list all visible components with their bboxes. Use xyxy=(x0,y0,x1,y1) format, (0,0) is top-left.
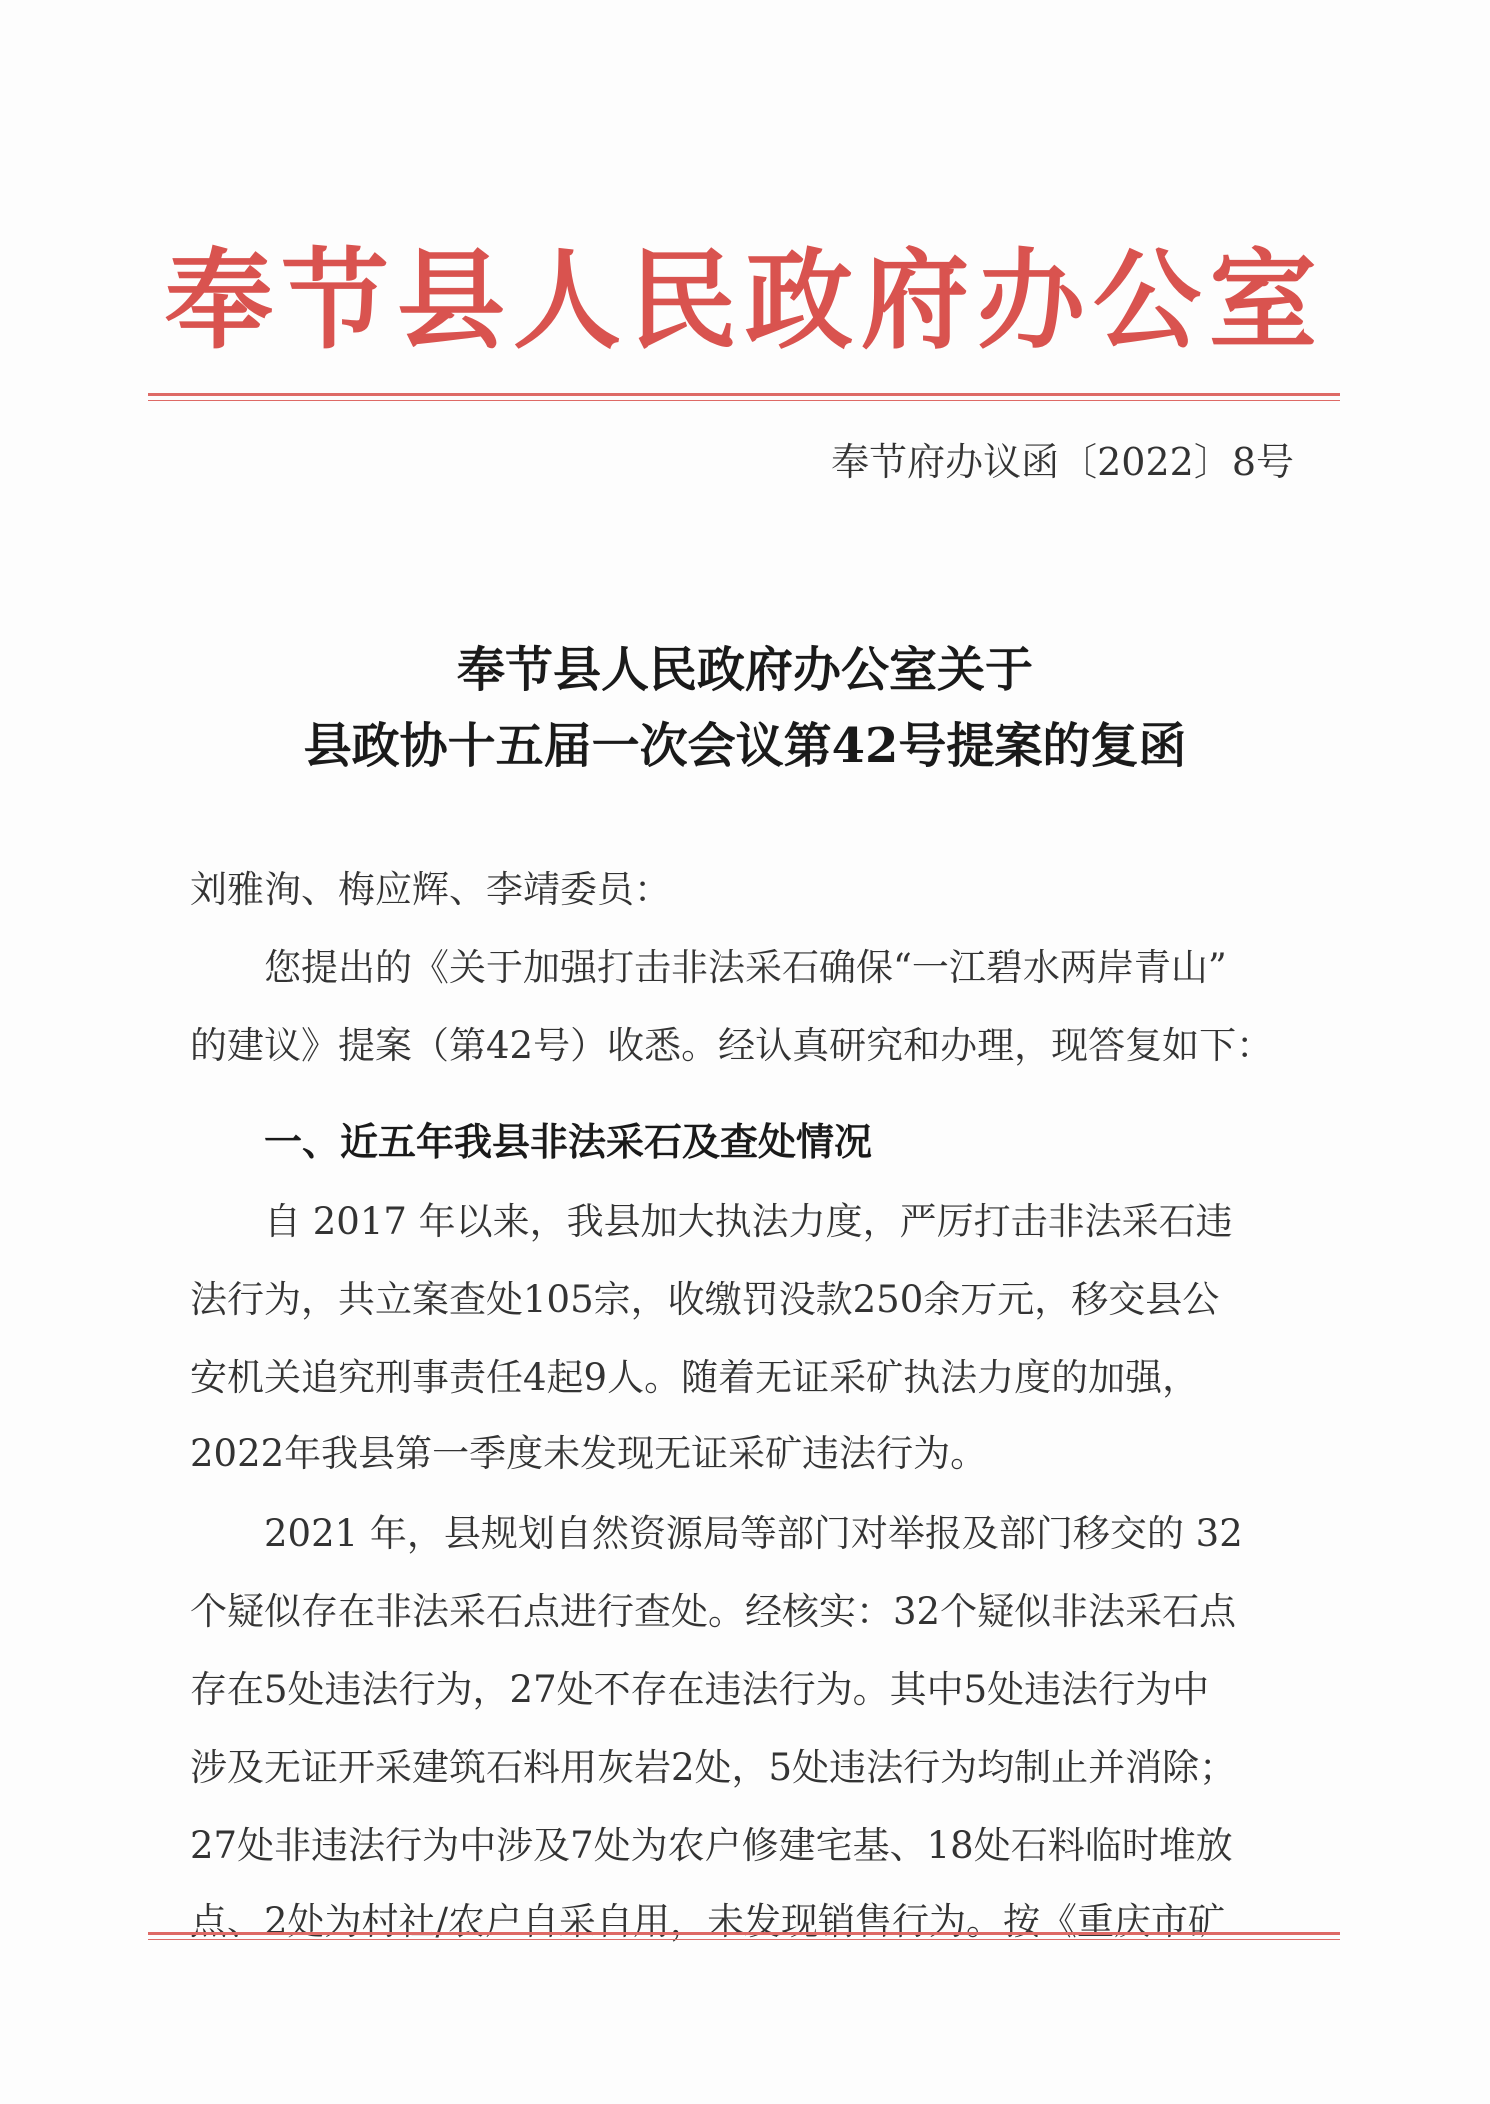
masthead-title: 奉节县人民政府办公室 xyxy=(164,238,1325,364)
paragraph-2-line-1: 自 2017 年以来，我县加大执法力度，严厉打击非法采石违 xyxy=(264,1200,1233,1243)
footer-red-rule xyxy=(148,1932,1340,1940)
salutation: 刘雅洵、梅应辉、李靖委员： xyxy=(190,868,671,911)
paragraph-3-line-1: 2021 年，县规划自然资源局等部门对举报及部门移交的 32 xyxy=(264,1512,1243,1555)
paragraph-3-line-3: 存在5处违法行为，27处不存在违法行为。其中5处违法行为中 xyxy=(190,1668,1210,1711)
paragraph-3-line-5: 27处非违法行为中涉及7处为农户修建宅基、18处石料临时堆放 xyxy=(190,1824,1233,1867)
paragraph-2-line-4: 2022年我县第一季度未发现无证采矿违法行为。 xyxy=(190,1432,988,1475)
paragraph-3-line-4: 涉及无证开采建筑石料用灰岩2处，5处违法行为均制止并消除； xyxy=(190,1746,1237,1789)
document-title-line-2: 县政协十五届一次会议第42号提案的复函 xyxy=(303,718,1187,774)
document-title-line-1: 奉节县人民政府办公室关于 xyxy=(456,642,1033,698)
paragraph-1-line-1: 您提出的《关于加强打击非法采石确保“一江碧水两岸青山” xyxy=(264,946,1227,989)
paragraph-2-line-3: 安机关追究刑事责任4起9人。随着无证采矿执法力度的加强， xyxy=(190,1356,1200,1399)
paragraph-3-line-2: 个疑似存在非法采石点进行查处。经核实：32个疑似非法采石点 xyxy=(190,1590,1237,1633)
masthead-red-rule xyxy=(148,393,1340,401)
section-1-heading: 一、近五年我县非法采石及查处情况 xyxy=(264,1119,873,1164)
document-number: 奉节府办议函〔2022〕8号 xyxy=(831,440,1294,484)
paragraph-2-line-2: 法行为，共立案查处105宗，收缴罚没款250余万元，移交县公 xyxy=(190,1278,1220,1321)
paragraph-3-line-6: 点、2处为村社/农户自采自用，未发现销售行为。按《重庆市矿 xyxy=(190,1900,1226,1943)
paragraph-1-line-2: 的建议》提案（第42号）收悉。经认真研究和办理，现答复如下： xyxy=(190,1024,1274,1067)
